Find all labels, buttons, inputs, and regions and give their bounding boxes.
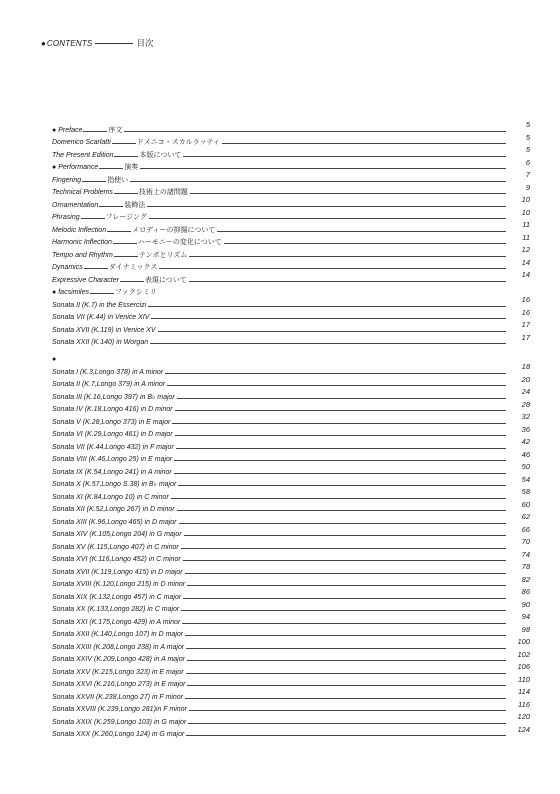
title-dash [83,131,107,132]
page-number: 11 [522,232,530,242]
toc-entry-title: Sonata XV (K.115,Longo 407) in C minor [52,543,179,551]
leader-line [148,306,506,307]
toc-entry[interactable] [52,688,530,701]
bullet-icon: ● [41,38,46,48]
toc-entry-japanese: ドメニコ・スカルラッティ [136,138,220,146]
toc-entry[interactable] [52,401,530,414]
toc-entry[interactable] [52,463,530,476]
toc-entry-japanese: メロディーの抑揚について [132,225,216,234]
page-number: 17 [521,320,530,329]
toc-entry-title: Sonata XXVIII (K.239,Longo 281)in F minor [52,706,187,713]
page-number: 58 [521,487,530,496]
title-dash [99,206,123,207]
page-number: 10 [521,195,530,204]
bullet-icon: ● [52,164,57,171]
page-number: 60 [521,499,530,509]
page-number: 18 [521,362,530,371]
toc-entry-title: Sonata XXX (K.260,Longo 124) in G major [52,731,185,738]
page-number: 9 [525,182,530,192]
page-number: 7 [525,170,530,179]
toc-entry-title: Sonata IX (K.54,Longo 241) in A minor [52,468,172,476]
toc-entry-japanese: 技術上の諸問題 [138,188,188,196]
toc-entry-title: Sonata V (K.28,Longo 373) in E major [52,418,171,426]
toc-entry[interactable] [52,321,530,334]
page-number: 120 [517,712,530,721]
toc-entry-japanese: ハーモニーの変化について [137,238,222,246]
leader-line [188,723,506,724]
leader-line [189,710,506,711]
toc-entry-title: Sonata XXIII (K.208,Longo 238) in A major [52,643,185,651]
leader-line [177,398,506,399]
page-number: 16 [521,307,530,317]
leader-line [171,498,506,499]
title-dash [112,143,136,144]
toc-entry-title: Sonata XXIV (K.209,Longo 428) in A major [52,656,185,663]
page-number: 24 [521,387,530,396]
toc-entry-title: facsimiles [58,289,89,296]
toc-entry-japanese: ファクシミリ [114,288,157,296]
toc-entry[interactable] [52,726,530,739]
title-dash [114,256,138,257]
toc-entry-title: Expressive Character [52,276,119,284]
leader-line [174,460,506,461]
page-number: 5 [525,120,530,129]
title-dash [82,181,106,182]
toc-entry-title: Sonata XIV (K.105,Longo 204) in G major [52,531,182,538]
toc-entry[interactable] [52,388,530,401]
title-dash [120,281,144,282]
toc-entry-title: Sonata XVI (K.116,Longo 452) in C minor [52,556,181,563]
toc-entry-japanese: 指使い [107,175,129,184]
page-number: 20 [521,374,530,384]
toc-entry[interactable] [52,146,530,159]
leader-line [181,610,506,611]
leader-line [185,573,506,574]
leader-line [178,485,506,486]
toc-entry-japanese: 本版について [139,150,182,159]
toc-entry-japanese: 装飾法 [124,200,146,209]
title-dash [114,193,138,194]
leader-line [130,181,506,182]
bullet-icon: ● [52,126,57,134]
toc-entry[interactable] [52,259,530,272]
toc-entry-title: Sonata XX (K.133,Longo 282) in C major [52,606,180,613]
toc-entry-title: Sonata XXIX (K.259,Longo 103) in G major [52,718,187,726]
page-number: 62 [521,512,530,521]
toc-entry-title: Ornamentation [52,201,99,209]
leader-line [185,698,506,699]
toc-entry[interactable] [52,563,530,576]
toc-entry-title: Preface [58,126,83,134]
title-dash [107,231,131,232]
title-dash [114,156,138,157]
leader-line [175,410,506,411]
contents-title-en: CONTENTS [46,38,93,48]
toc-entry-title: Sonata X (K.57,Longo S.38) in B♭ major [52,481,177,488]
leader-line [158,331,506,332]
toc-entry-title: Performance [58,164,99,171]
toc-entry-title: Sonata IV (K.18,Longo 416) in D minor [52,406,173,413]
toc-entry-title: Sonata VIII (K.46,Longo 25) in E major [52,456,173,463]
leader-line [189,281,506,282]
toc-entry-title: Phrasing [52,214,80,221]
page-number: 70 [521,537,530,546]
toc-entry-title: Sonata VI (K.29,Longo 461) in D major [52,431,173,438]
page-number: 16 [521,295,530,304]
toc-entry-title: Melodic Inflection [52,226,107,234]
leader-line [181,548,506,549]
toc-entry[interactable] [52,246,530,259]
page-number: 110 [518,674,530,684]
toc-entry[interactable] [52,451,530,464]
page-number: 14 [521,270,530,279]
toc-entry[interactable] [52,363,530,376]
page-number: 78 [521,562,530,571]
bullet-icon: ● [52,289,57,296]
toc-entry[interactable] [52,513,530,526]
toc-entry-title: Sonata II (K.7) in the Essercizi [52,301,147,309]
toc-entry[interactable] [52,576,530,589]
page-number: 102 [517,649,530,659]
page-number: 100 [517,637,530,646]
toc-entry[interactable] [52,234,530,247]
toc-entry-title: Sonata XXII (K.140) in Worgan [52,339,149,346]
toc-entry[interactable] [52,309,530,322]
toc-entry[interactable] [52,284,530,297]
leader-line [159,268,506,269]
leader-line [140,168,506,169]
page-number: 74 [521,549,530,559]
page-number: 28 [521,399,530,409]
page-number: 116 [518,699,530,709]
toc-entry-title: Sonata XXVII (K.238,Longo 27) in F minor [52,693,184,701]
page-number: 10 [521,207,530,217]
toc-entry-title: Sonata XI (K.84,Longo 10) in C minor [52,493,169,501]
page-number: 98 [521,624,530,634]
page-number: 36 [521,424,530,434]
toc-entry[interactable] [52,663,530,676]
toc-entry[interactable] [52,501,530,514]
page-number: 5 [525,145,530,154]
page-number: 86 [521,587,530,596]
table-of-contents [52,121,530,738]
toc-entry[interactable] [52,626,530,639]
toc-entry[interactable] [52,121,530,134]
header-dash [95,43,133,44]
leader-line [179,523,506,524]
page-number: 42 [521,437,530,446]
toc-entry-title: Sonata XXI (K.175,Longo 429) in A minor [52,618,181,626]
page-number: 106 [517,662,530,671]
title-dash [81,218,105,219]
toc-entry[interactable] [52,376,530,389]
toc-entry-title: Sonata I (K.3,Longo 378) in A minor [52,368,164,376]
toc-entry[interactable] [52,713,530,726]
toc-entry[interactable] [52,551,530,564]
toc-entry-title: Sonata XVII (K.119,Longo 415) in D major [52,568,183,576]
toc-entry-title: Sonata XXV (K.215,Longo 323) in E major [52,668,184,676]
toc-entry[interactable] [52,651,530,664]
toc-entry-title: Harmonic Inflection [52,239,112,246]
leader-line [183,156,506,157]
leader-line [217,231,506,232]
leader-line [151,318,506,319]
toc-entry-japanese: テンポとリズム [138,250,188,259]
title-dash [99,168,123,169]
contents-header [41,37,153,49]
toc-entry[interactable] [52,296,530,309]
toc-entry-japanese: 表現について [144,275,187,284]
toc-entry[interactable] [52,196,530,209]
toc-entry-title: Sonata III (K.16,Longo 397) in B♭ major [52,393,175,401]
toc-entry-title: Sonata XII (K.52,Longo 267) in D minor [52,506,175,513]
leader-line [175,435,506,436]
toc-entry-title: Tempo and Rhythm [52,251,113,259]
page-number: 12 [521,245,530,254]
contents-title-ja: 目次 [136,39,154,49]
toc-entry[interactable] [52,159,530,172]
toc-entry[interactable] [52,184,530,197]
leader-line [184,535,506,536]
leader-line [174,473,506,474]
page-number: 54 [521,474,530,484]
toc-entry-japanese: 序文 [108,125,123,134]
toc-entry[interactable] [52,134,530,147]
page-number: 46 [521,449,530,459]
leader-line [124,131,506,132]
page-number: 94 [521,612,530,621]
page-number: 114 [518,687,530,696]
toc-entry[interactable] [52,701,530,714]
leader-line [189,256,506,257]
leader-line [187,660,506,661]
toc-entry-title: Domenico Scarlatti [52,139,111,146]
leader-line [190,193,506,194]
leader-line [165,373,506,374]
toc-entry[interactable] [52,676,530,689]
title-dash [90,293,114,294]
leader-line [224,243,506,244]
toc-entry[interactable] [52,638,530,651]
page-number: 124 [517,724,530,734]
leader-line [183,560,506,561]
leader-line [172,423,506,424]
leader-line [187,685,506,686]
toc-entry[interactable] [52,334,530,347]
toc-entry[interactable] [52,438,530,451]
bullet-icon: ● [52,356,57,363]
toc-entry[interactable] [52,209,530,222]
toc-entry-title: Fingering [52,176,82,184]
toc-entry[interactable] [52,613,530,626]
leader-line [186,648,506,649]
leader-line [147,206,506,207]
page-number: 14 [521,257,530,267]
toc-entry[interactable] [52,538,530,551]
toc-entry[interactable] [52,601,530,614]
leader-line [177,510,506,511]
toc-entry[interactable] [52,346,530,363]
toc-entry-title: Sonata XVII (K.119) in Venice XV [52,326,156,334]
page-number: 82 [521,574,530,584]
toc-entry-title: Sonata VII (K.44) in Venice XIV [52,314,150,321]
toc-entry-japanese: フレージング [105,213,147,221]
toc-entry-title: Sonata XIX (K.132,Longo 457) in C major [52,593,182,601]
leader-line [167,385,506,386]
toc-entry-title: The Present Edition [52,151,114,159]
page-number: 66 [521,524,530,534]
leader-line [150,343,506,344]
page-number: 90 [521,599,530,609]
toc-entry[interactable] [52,171,530,184]
toc-entry-title: Sonata II (K.7,Longo 379) in A minor [52,381,166,388]
page-number: 17 [521,332,530,342]
toc-entry-japanese: ダイナミックス [108,263,158,271]
toc-entry-title: Sonata VII (K.44,Longo 432) in F major [52,443,174,451]
toc-entry-title: Sonata XIII (K.96,Longo 465) in D major [52,518,177,526]
title-dash [84,268,108,269]
toc-entry-title: Sonata XVIII (K.120,Longo 215) in D minor [52,581,186,588]
toc-entry[interactable] [52,488,530,501]
page-number: 50 [521,462,530,471]
page-number: 6 [525,157,530,167]
toc-entry[interactable] [52,221,530,234]
toc-entry[interactable] [52,588,530,601]
leader-line [222,143,506,144]
leader-line [186,673,506,674]
page-number: 5 [525,132,530,142]
leader-line [149,218,506,219]
page-number: 32 [521,412,530,421]
toc-entry[interactable] [52,426,530,439]
leader-line [186,735,506,736]
leader-line [176,448,506,449]
leader-line [183,598,506,599]
toc-entry-title: Sonata XXII (K.140,Longo 107) in D major [52,631,184,638]
toc-entry-title: Technical Problems [52,189,113,196]
toc-entry-title: Dynamics [52,264,83,271]
title-dash [113,243,137,244]
toc-entry[interactable] [52,476,530,489]
page-number: 11 [522,220,530,229]
toc-entry[interactable] [52,413,530,426]
toc-entry-japanese: 演奏 [124,163,139,171]
leader-line [185,635,506,636]
toc-entry[interactable] [52,271,530,284]
leader-line [182,623,506,624]
leader-line [187,585,506,586]
toc-entry-title: Sonata XXVI (K.216,Longo 273) in E major [52,681,186,688]
toc-entry[interactable] [52,526,530,539]
